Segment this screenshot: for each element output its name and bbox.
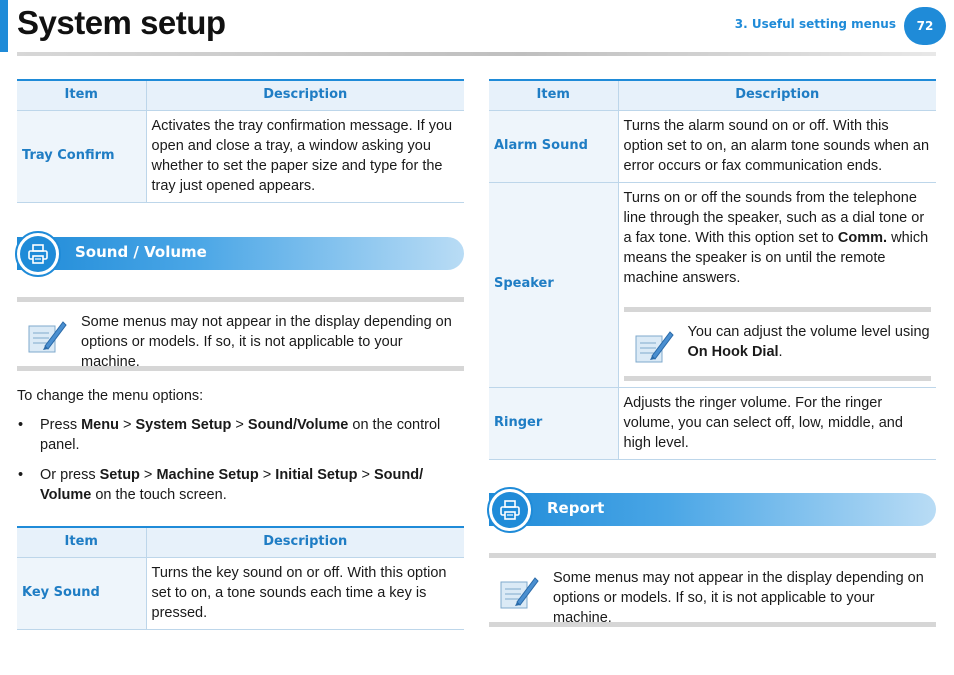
table-row	[17, 110, 464, 202]
item-key-sound: Key Sound	[17, 557, 146, 629]
column-header-item: Item	[17, 527, 146, 557]
description-cell: Turns on or off the sounds from the telephone line through the speaker, such as a dial tone or a fax tone. With this option set to Comm. which means the speaker is on until the remote machine answers. You can adjust the volume level using On Hook Dial.	[618, 182, 936, 387]
page-title: System setup	[17, 4, 226, 41]
note-box	[17, 297, 464, 371]
description-cell: Turns the key sound on or off. With this option set to on, a tone sounds each time a key is pressed.	[146, 557, 464, 629]
item-speaker: Speaker	[489, 182, 618, 387]
header-divider	[17, 52, 936, 56]
description-cell: Adjusts the ringer volume. For the ringer volume, you can select off, low, middle, and high level.	[618, 387, 936, 459]
section-header-report	[489, 493, 936, 526]
table-row	[489, 110, 936, 182]
key-sound-table	[17, 526, 464, 630]
note-pen-icon	[497, 572, 541, 612]
section-header-sound-volume	[17, 237, 464, 270]
printer-icon	[15, 231, 61, 277]
bullet-item: • Or press Setup > Machine Setup > Initial Setup > Sound/ Volume on the touch screen.	[18, 467, 424, 503]
section-title: Sound / Volume	[75, 243, 207, 261]
section-title: Report	[547, 499, 605, 517]
tray-settings-table	[17, 79, 464, 203]
description-cell: Activates the tray confirmation message. If you open and close a tray, a window asking you whether to set the paper size and type for the tray just opened appears.	[146, 110, 464, 202]
intro-text: To change the menu options:	[17, 388, 204, 404]
note-box	[624, 307, 931, 381]
note-text: Some menus may not appear in the display depending on options or models. If so, it is not applicable to your machine.	[81, 314, 452, 370]
note-pen-icon	[25, 316, 69, 356]
page-number-badge: 72	[904, 7, 946, 45]
column-header-description: Description	[146, 527, 464, 557]
column-header-item: Item	[489, 80, 618, 110]
chapter-link[interactable]: 3. Useful setting menus	[734, 17, 896, 31]
description-cell: Turns the alarm sound on or off. With this option set to on, an alarm tone sounds when an error occurs or fax communication ends.	[618, 110, 936, 182]
item-tray-confirm: Tray Confirm	[17, 110, 146, 202]
note-box	[489, 553, 936, 627]
item-alarm-sound: Alarm Sound	[489, 110, 618, 182]
column-header-description: Description	[146, 80, 464, 110]
note-text: Some menus may not appear in the display depending on options or models. If so, it is not applicable to your machine.	[553, 570, 924, 626]
table-row	[489, 387, 936, 459]
item-ringer: Ringer	[489, 387, 618, 459]
header-accent-bar	[0, 0, 8, 52]
column-header-description: Description	[618, 80, 936, 110]
bullet-item: • Press Menu > System Setup > Sound/Volume on the control panel.	[18, 417, 441, 453]
table-row	[489, 182, 936, 387]
note-text: You can adjust the volume level using On Hook Dial.	[687, 323, 930, 360]
printer-icon	[487, 487, 533, 533]
sound-settings-table	[489, 79, 936, 460]
note-pen-icon	[632, 326, 676, 366]
table-row	[17, 557, 464, 629]
column-header-item: Item	[17, 80, 146, 110]
